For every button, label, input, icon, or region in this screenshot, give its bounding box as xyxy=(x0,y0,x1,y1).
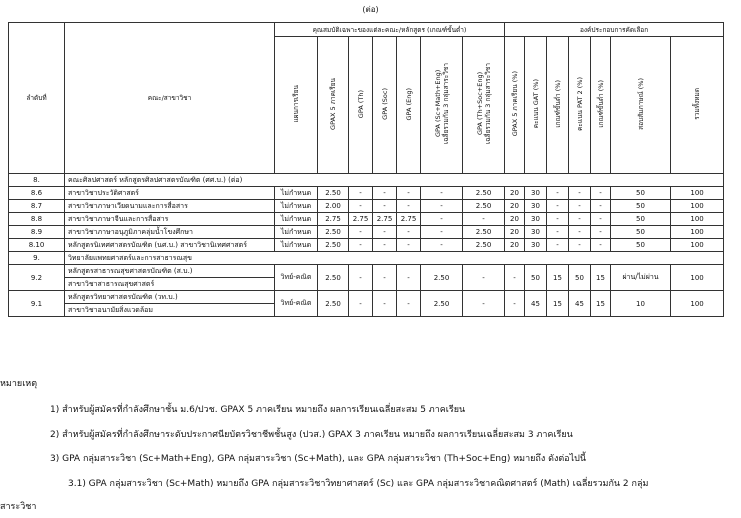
table-cell: 20 xyxy=(505,200,525,213)
seq-header: ลำดับที่ xyxy=(9,23,65,174)
table-cell: - xyxy=(569,200,591,213)
table-cell: - xyxy=(547,239,569,252)
select-col-header-line: คะแนน PAT 2 (%) xyxy=(575,77,584,131)
select-col-header xyxy=(505,37,525,174)
table-cell: 2.50 xyxy=(463,187,505,200)
table-cell: 2.50 xyxy=(463,239,505,252)
select-col-header xyxy=(591,37,611,174)
table-cell: 50 xyxy=(525,265,547,291)
table-cell: 100 xyxy=(671,200,724,213)
row-number: 8.7 xyxy=(9,200,65,213)
spec-col-header-line: GPA (Th) xyxy=(356,89,365,119)
table-cell: - xyxy=(397,200,421,213)
program-name: สาขาวิชาภาษาจีนและการสื่อสาร xyxy=(65,213,275,226)
table-cell: 20 xyxy=(505,187,525,200)
table-cell: 2.50 xyxy=(318,226,349,239)
table-cell: - xyxy=(569,187,591,200)
table-cell: 30 xyxy=(525,226,547,239)
table-cell: - xyxy=(397,226,421,239)
select-group-header: องค์ประกอบการคัดเลือก xyxy=(505,23,724,37)
row-number: 8.10 xyxy=(9,239,65,252)
table-cell: - xyxy=(463,265,505,291)
table-cell: 30 xyxy=(525,213,547,226)
row-number: 8.9 xyxy=(9,226,65,239)
table-cell: - xyxy=(397,291,421,317)
spec-col-header-line: แผนการเรียน xyxy=(292,85,300,123)
table-cell: 50 xyxy=(611,187,671,200)
table-cell: 2.00 xyxy=(318,200,349,213)
faculty-header: คณะ/สาขาวิชา xyxy=(65,23,275,174)
table-cell: - xyxy=(591,187,611,200)
table-row xyxy=(9,226,724,239)
table-cell: 50 xyxy=(611,226,671,239)
table-cell: - xyxy=(505,265,525,291)
table-cell: - xyxy=(397,187,421,200)
table-cell: - xyxy=(569,213,591,226)
major-name: สาขาวิชาสาธารณสุขศาสตร์ xyxy=(65,278,275,291)
table-cell: - xyxy=(591,200,611,213)
table-cell: ไม่กำหนด xyxy=(275,200,318,213)
table-cell: ไม่กำหนด xyxy=(275,239,318,252)
table-cell: 2.75 xyxy=(397,213,421,226)
table-cell: - xyxy=(349,187,373,200)
note-3-1-continued: สาระวิชา xyxy=(0,502,37,512)
note-1: 1) สำหรับผู้สมัครที่กำลังศึกษาชั้น ม.6/ปวช. GPAX 5 ภาคเรียน หมายถึง ผลการเรียนเฉลี่ยสะสม 5 ภาคเรียน xyxy=(50,405,466,415)
table-cell: - xyxy=(349,239,373,252)
table-cell: - xyxy=(373,291,397,317)
table-cell: 15 xyxy=(547,291,569,317)
table-cell: - xyxy=(569,239,591,252)
table-cell: 10 xyxy=(611,291,671,317)
table-cell: 20 xyxy=(505,226,525,239)
table-cell: - xyxy=(397,239,421,252)
row-number: 8.6 xyxy=(9,187,65,200)
table-cell: - xyxy=(373,265,397,291)
table-cell: 50 xyxy=(611,239,671,252)
table-cell: 100 xyxy=(671,226,724,239)
select-col-header xyxy=(525,37,547,174)
table-cell: 45 xyxy=(569,291,591,317)
table-cell: 30 xyxy=(525,187,547,200)
table-cell: 2.50 xyxy=(318,187,349,200)
program-name: หลักสูตรสาธารณสุขศาสตรบัณฑิต (ส.บ.) xyxy=(65,265,275,278)
table-cell: - xyxy=(463,213,505,226)
select-col-header-line: สอบสัมภาษณ์ (%) xyxy=(636,78,645,130)
select-col-header xyxy=(671,37,724,174)
table-cell: 30 xyxy=(525,200,547,213)
table-cell: - xyxy=(373,200,397,213)
table-row xyxy=(9,200,724,213)
table-cell: - xyxy=(547,187,569,200)
table-cell: 2.50 xyxy=(421,265,463,291)
table-cell: - xyxy=(547,213,569,226)
table-cell: - xyxy=(591,213,611,226)
table-cell: 15 xyxy=(547,265,569,291)
row-number: 8.8 xyxy=(9,213,65,226)
table-row xyxy=(9,213,724,226)
table-cell: 20 xyxy=(505,239,525,252)
table-cell: - xyxy=(421,226,463,239)
table-cell: - xyxy=(463,291,505,317)
table-cell: - xyxy=(349,200,373,213)
table-row xyxy=(9,239,724,252)
table-cell: วิทย์-คณิต xyxy=(275,265,318,291)
select-col-header-line: เกณฑ์ขั้นต่ำ (%) xyxy=(596,80,605,128)
table-cell: 2.75 xyxy=(373,213,397,226)
notes-title: หมายเหตุ xyxy=(0,379,38,389)
spec-col-header-line: GPAX 5 ภาคเรียน xyxy=(329,78,337,130)
table-cell: 45 xyxy=(525,291,547,317)
table-cell: ไม่กำหนด xyxy=(275,213,318,226)
spec-group-header: คุณสมบัติเฉพาะของแต่ละคณะ/หลักสูตร (เกณฑ์ขั้นต่ำ) xyxy=(275,23,505,37)
spec-col-header-line: GPA (Th+Soc+Eng) xyxy=(475,72,484,136)
table-cell: ผ่าน/ไม่ผ่าน xyxy=(611,265,671,291)
program-name: สาขาวิชาประวัติศาสตร์ xyxy=(65,187,275,200)
table-cell: 15 xyxy=(591,265,611,291)
table-cell: 50 xyxy=(611,213,671,226)
table-cell: 2.50 xyxy=(318,239,349,252)
select-col-header xyxy=(547,37,569,174)
table-cell: - xyxy=(421,239,463,252)
table-cell: 2.50 xyxy=(318,265,349,291)
table-cell: 2.50 xyxy=(463,200,505,213)
table-cell: - xyxy=(421,213,463,226)
table-cell: - xyxy=(349,265,373,291)
table-cell: 100 xyxy=(671,187,724,200)
table-cell: - xyxy=(591,239,611,252)
table-cell: 2.75 xyxy=(318,213,349,226)
spec-col-header-line: GPA (Eng) xyxy=(404,87,413,121)
row-number: 9.1 xyxy=(9,291,65,317)
table-cell: 2.50 xyxy=(318,291,349,317)
table-cell: 100 xyxy=(671,239,724,252)
program-name: สาขาวิชาภาษาเวียดนามและการสื่อสาร xyxy=(65,200,275,213)
table-cell: - xyxy=(505,291,525,317)
table-cell: ไม่กำหนด xyxy=(275,226,318,239)
section-title: คณะศิลปศาสตร์ หลักสูตรศิลปศาสตรบัณฑิต (ศศ.บ.) (ต่อ) xyxy=(65,174,724,187)
table-cell: - xyxy=(397,265,421,291)
table-cell: ไม่กำหนด xyxy=(275,187,318,200)
table-cell: - xyxy=(373,226,397,239)
program-name: หลักสูตรนิเทศศาสตรบัณฑิต (นศ.บ.) สาขาวิชานิเทศศาสตร์ xyxy=(65,239,275,252)
spec-col-header xyxy=(349,37,373,174)
table-cell: 100 xyxy=(671,265,724,291)
select-col-header xyxy=(569,37,591,174)
criteria-table xyxy=(8,22,724,317)
spec-col-header xyxy=(275,37,318,174)
program-name: สาขาวิชาภาษาอนุภูมิภาคลุ่มน้ำโขงศึกษา xyxy=(65,226,275,239)
table-cell: 15 xyxy=(591,291,611,317)
table-cell: 2.50 xyxy=(421,291,463,317)
select-col-header xyxy=(611,37,671,174)
table-cell: - xyxy=(373,239,397,252)
section-row xyxy=(9,252,724,265)
table-row xyxy=(9,265,724,278)
spec-col-header-line: เฉลี่ยรวมกัน 3 กลุ่มสาระวิชา xyxy=(441,63,450,145)
select-col-header-line: รวมทั้งหมด xyxy=(693,88,702,120)
row-number: 9.2 xyxy=(9,265,65,291)
major-name: สาขาวิชาอนามัยสิ่งแวดล้อม xyxy=(65,304,275,317)
spec-col-header xyxy=(463,37,505,174)
table-cell: 100 xyxy=(671,291,724,317)
table-cell: - xyxy=(349,226,373,239)
table-cell: 50 xyxy=(569,265,591,291)
page-title: (ต่อ) xyxy=(362,5,379,14)
table-cell: 2.50 xyxy=(463,226,505,239)
select-col-header-line: GPAX 5 ภาคเรียน (%) xyxy=(510,71,519,137)
row-number: 8. xyxy=(9,174,65,187)
table-cell: - xyxy=(373,187,397,200)
table-cell: 2.75 xyxy=(349,213,373,226)
table-cell: - xyxy=(421,187,463,200)
spec-col-header xyxy=(318,37,349,174)
table-cell: 100 xyxy=(671,213,724,226)
spec-col-header-line: เฉลี่ยรวมกัน 3 กลุ่มสาระวิชา xyxy=(483,63,492,145)
table-cell: 30 xyxy=(525,239,547,252)
spec-col-header xyxy=(421,37,463,174)
note-2: 2) สำหรับผู้สมัครที่กำลังศึกษาระดับประกาศนียบัตรวิชาชีพชั้นสูง (ปวส.) GPAX 3 ภาคเรียน หมายถึง ผลการเรียนเฉลี่ยสะสม 3 ภาคเรียน xyxy=(50,430,573,440)
table-cell: 20 xyxy=(505,213,525,226)
note-3-1: 3.1) GPA กลุ่มสาระวิชา (Sc+Math) หมายถึง GPA กลุ่มสาระวิชาวิทยาศาสตร์ (Sc) และ GPA กลุ่มสาระวิชาคณิตศาสตร์ (Math) เฉลี่ยรวมกัน 2 กลุ่ม xyxy=(68,479,649,489)
table-row xyxy=(9,291,724,304)
select-col-header-line: เกณฑ์ขั้นต่ำ (%) xyxy=(553,80,562,128)
spec-col-header xyxy=(373,37,397,174)
table-cell: - xyxy=(349,291,373,317)
spec-col-header-line: GPA (Soc) xyxy=(380,88,389,120)
table-cell: วิทย์-คณิต xyxy=(275,291,318,317)
table-row xyxy=(9,187,724,200)
table-cell: - xyxy=(421,200,463,213)
spec-col-header xyxy=(397,37,421,174)
table-cell: - xyxy=(591,226,611,239)
table-cell: - xyxy=(569,226,591,239)
select-col-header-line: คะแนน GAT (%) xyxy=(531,79,540,129)
row-number: 9. xyxy=(9,252,65,265)
section-row xyxy=(9,174,724,187)
table-cell: - xyxy=(547,226,569,239)
table-cell: 50 xyxy=(611,200,671,213)
program-name: หลักสูตรวิทยาศาสตรบัณฑิต (วท.บ.) xyxy=(65,291,275,304)
table-cell: - xyxy=(547,200,569,213)
section-title: วิทยาลัยแพทยศาสตร์และการสาธารณสุข xyxy=(65,252,724,265)
note-3: 3) GPA กลุ่มสาระวิชา (Sc+Math+Eng), GPA กลุ่มสาระวิชา (Sc+Math), และ GPA กลุ่มสาระวิชา (Th+Soc+Eng) หมายถึง ดังต่อไปนี้ xyxy=(50,454,586,464)
spec-col-header-line: GPA (Sc+Math+Eng) xyxy=(433,70,442,138)
